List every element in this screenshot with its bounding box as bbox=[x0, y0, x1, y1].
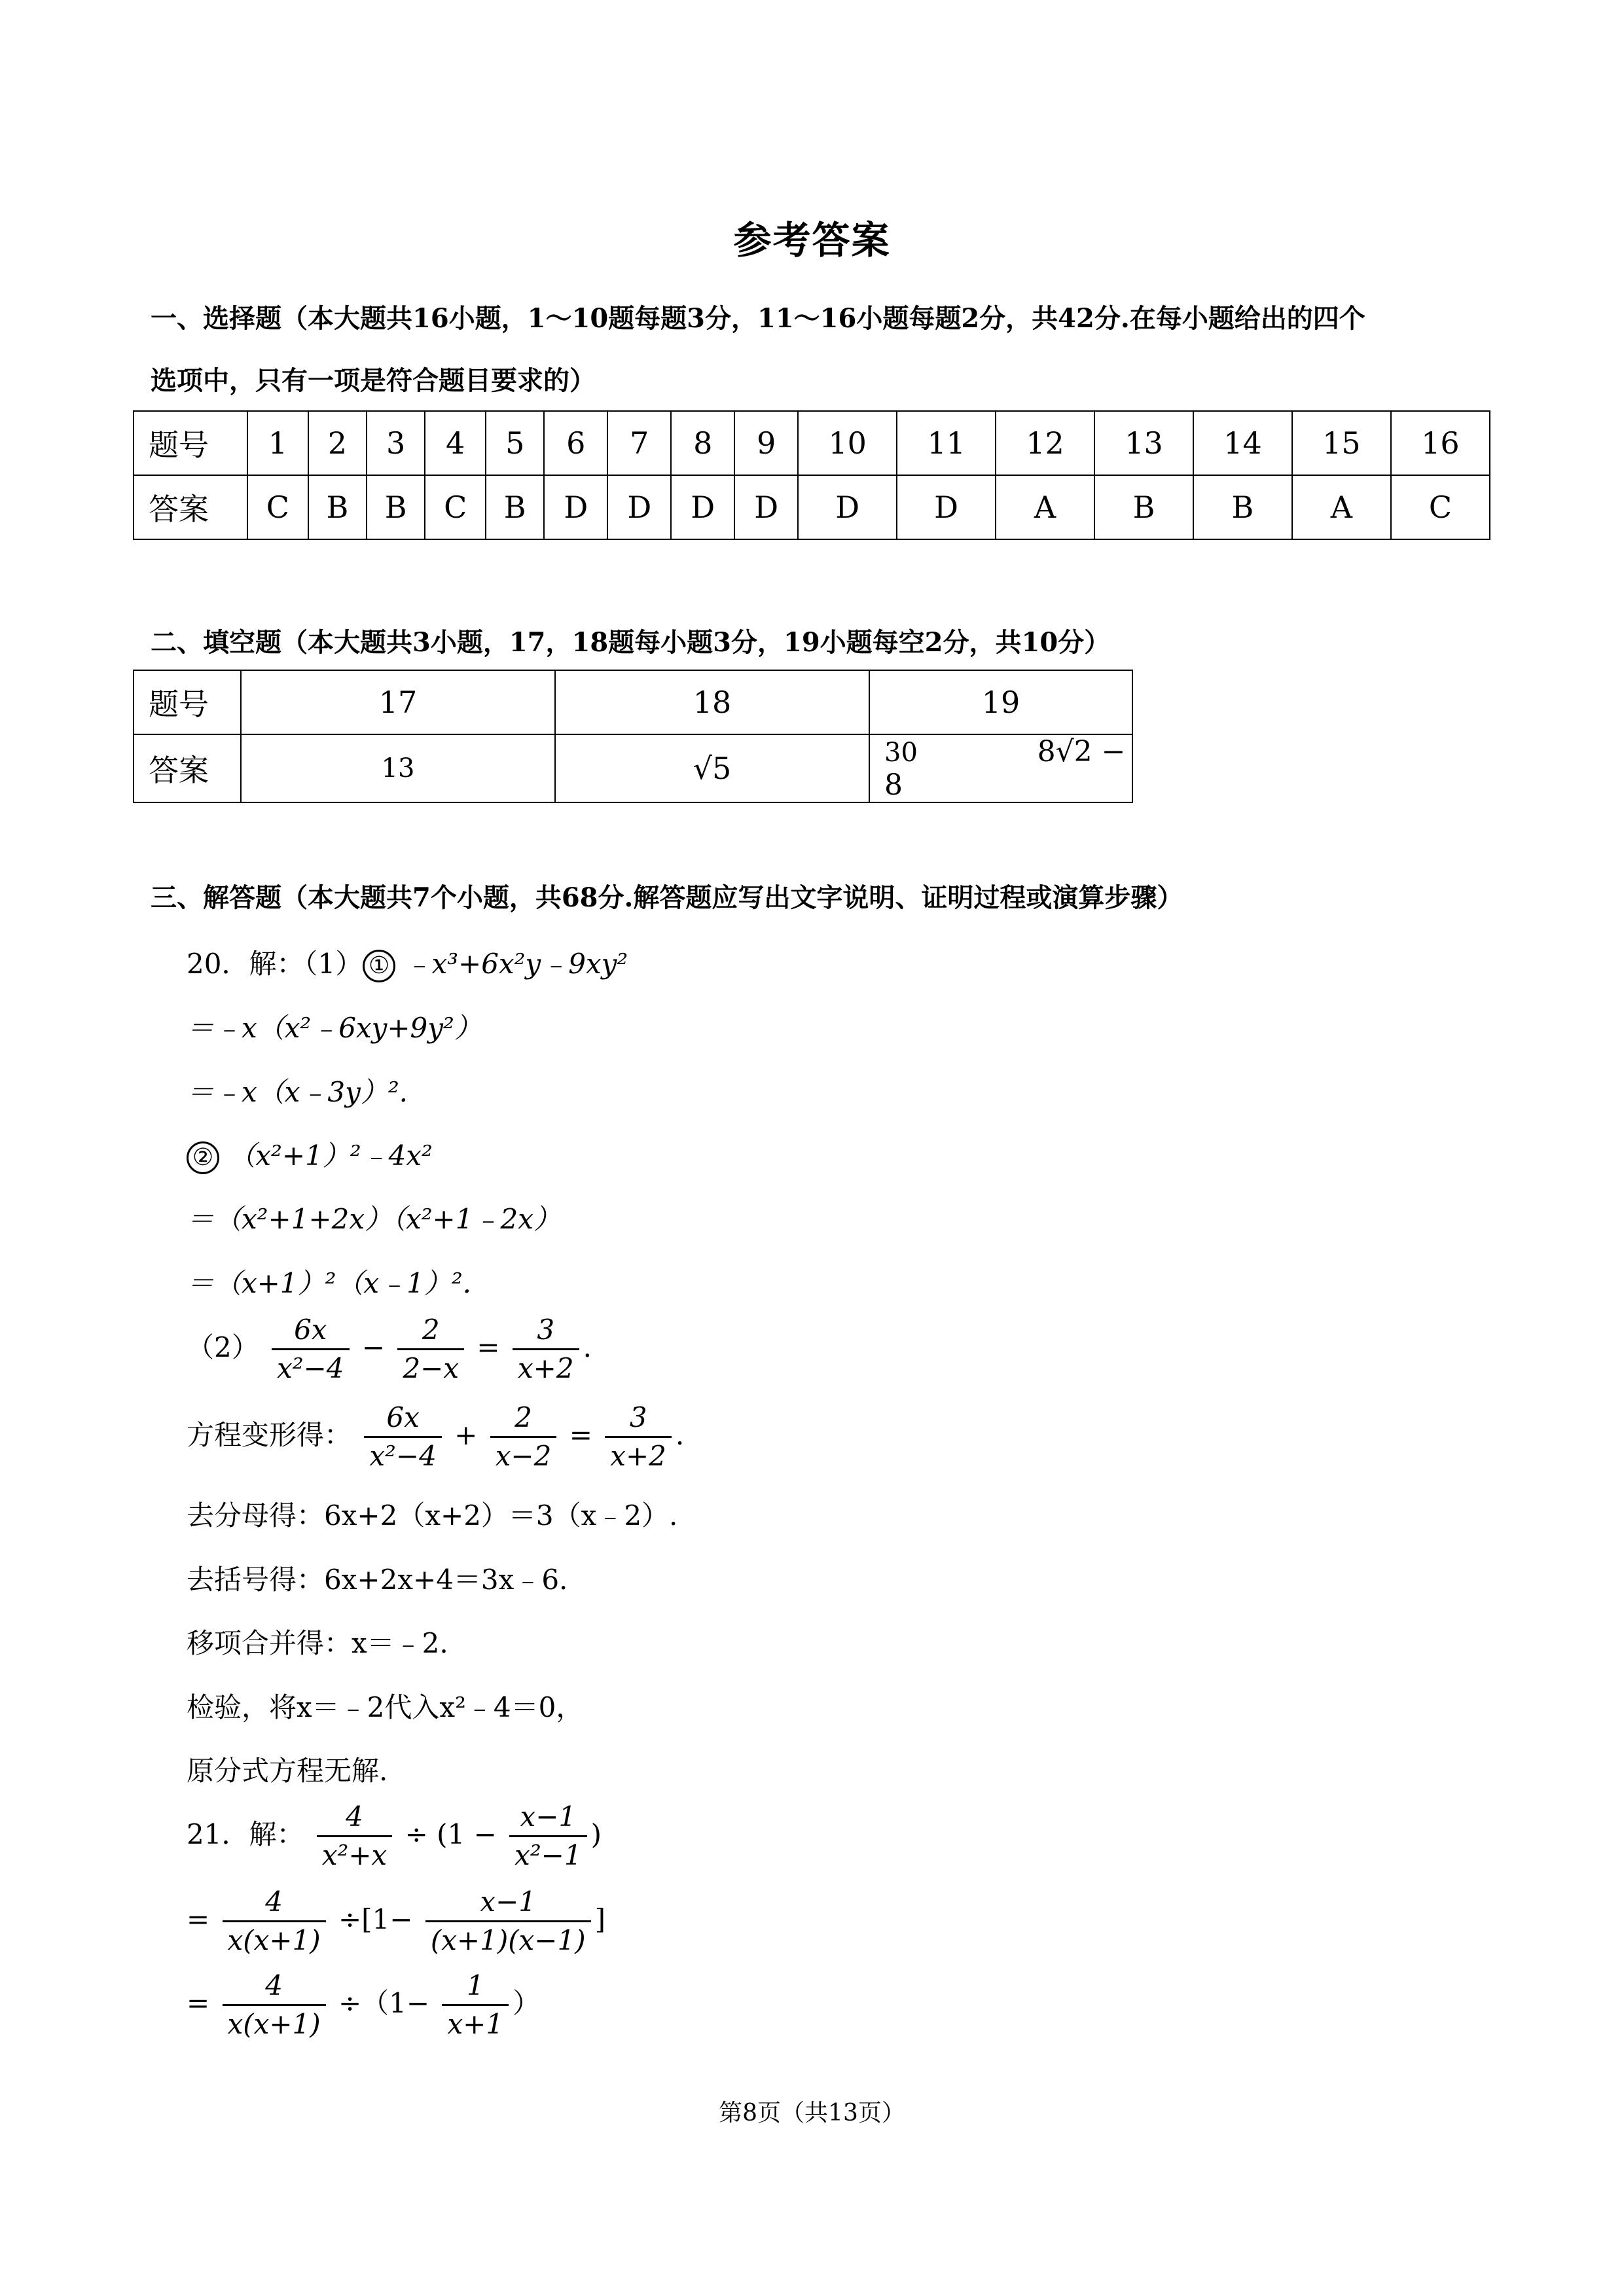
fraction: $\frac{2}{2-x}$ bbox=[397, 1314, 464, 1385]
question-cell: 19 bbox=[869, 670, 1132, 734]
answer-cell: B bbox=[367, 475, 425, 539]
fraction: $\frac{6x}{\text{x²−4}}$ bbox=[364, 1402, 441, 1473]
fraction: $\frac{x-1}{\text{x²−1}}$ bbox=[509, 1801, 586, 1872]
row-label: 答案 bbox=[134, 734, 241, 802]
fraction: $\frac{6x}{\text{x²−4}}$ bbox=[272, 1314, 349, 1385]
part2-label: （2） bbox=[187, 1331, 259, 1363]
question-cell: 2 bbox=[308, 411, 367, 475]
section3-heading: 三、解答题（本大题共7个小题，共68分.解答题应写出文字说明、证明过程或演算步骤） bbox=[151, 882, 1183, 913]
answer-cell: A bbox=[1292, 475, 1391, 539]
fraction: $\frac{2}{x-2}$ bbox=[490, 1402, 557, 1473]
question-cell: 16 bbox=[1391, 411, 1490, 475]
question-cell: 3 bbox=[367, 411, 425, 475]
answer-cell: D bbox=[607, 475, 671, 539]
answer-cell: D bbox=[671, 475, 734, 539]
question-number-row bbox=[134, 411, 1490, 475]
question-cell: 7 bbox=[607, 411, 671, 475]
fraction: $\frac{1}{x+1}$ bbox=[442, 1970, 509, 2041]
section2-heading: 二、填空题（本大题共3小题，17，18题每小题3分，19小题每空2分，共10分） bbox=[151, 627, 1111, 658]
p20-line1 bbox=[187, 942, 628, 982]
row-label: 题号 bbox=[134, 411, 247, 475]
question-cell: 18 bbox=[555, 670, 869, 734]
p21-intro: 21．解： bbox=[187, 1818, 304, 1850]
fraction: $\frac{4}{\text{x²+x}}$ bbox=[317, 1801, 392, 1872]
answer-cell: B bbox=[1094, 475, 1193, 539]
p20-line3: ＝﹣x（x﹣3y）². bbox=[187, 1076, 408, 1108]
question-cell: 11 bbox=[897, 411, 996, 475]
answer-cell: C bbox=[425, 475, 486, 539]
answer-cell: D bbox=[544, 475, 607, 539]
section1-heading: 一、选择题（本大题共16小题，1～10题每题3分，11～16小题每题2分，共42分.在每小题给出的四个 bbox=[151, 303, 1365, 334]
question-cell: 4 bbox=[425, 411, 486, 475]
fraction: $\frac{3}{x+2}$ bbox=[513, 1314, 579, 1385]
question-cell: 5 bbox=[486, 411, 544, 475]
question-cell: 15 bbox=[1292, 411, 1391, 475]
answer-row bbox=[134, 734, 1132, 802]
answer-cell: D bbox=[897, 475, 996, 539]
p20-combine: 移项合并得：x＝﹣2. bbox=[187, 1627, 448, 1659]
p20-expr4: （x²+1）²﹣4x² bbox=[228, 1139, 433, 1172]
row-label: 答案 bbox=[134, 475, 247, 539]
answer-cell: D bbox=[798, 475, 897, 539]
p21-line1: 21．解： $\frac{4}{\text{x²+x}}$ ÷ (1 − $\frac{x-1}{\text{x²−1}}$ ) bbox=[187, 1801, 602, 1872]
p20-intro: 20．解：（1） bbox=[187, 948, 363, 980]
question-cell: 17 bbox=[241, 670, 555, 734]
answer-cell: C bbox=[247, 475, 308, 539]
p20-check: 检验，将x＝﹣2代入x²﹣4＝0， bbox=[187, 1691, 584, 1723]
p21-line3: = $\frac{4}{x(x+1)}$ ÷（1− $\frac{1}{x+1}$ ） bbox=[187, 1969, 541, 2041]
fraction: $\frac{4}{x(x+1)}$ bbox=[223, 1970, 326, 2041]
question-cell: 1 bbox=[247, 411, 308, 475]
question-cell: 14 bbox=[1193, 411, 1292, 475]
p20-part2-equation: （2） $\frac{6x}{\text{x²−4}}$ − $\frac{2}{2-x}$ = $\frac{3}{x+2}$ . bbox=[187, 1314, 592, 1385]
sqrt5-expression: √5 bbox=[693, 751, 732, 786]
choice-answer-table bbox=[133, 410, 1490, 540]
question-cell: 6 bbox=[544, 411, 607, 475]
answer-cell: B bbox=[486, 475, 544, 539]
answer-cell: A bbox=[996, 475, 1094, 539]
question-number-row bbox=[134, 670, 1132, 734]
page-title: 参考答案 bbox=[733, 218, 891, 262]
section1-heading-cont: 选项中，只有一项是符合题目要求的） bbox=[151, 365, 596, 396]
question-cell: 13 bbox=[1094, 411, 1193, 475]
transform-label: 方程变形得： bbox=[187, 1418, 352, 1451]
answer-cell: B bbox=[308, 475, 367, 539]
circled-two-marker: ② bbox=[187, 1141, 219, 1174]
fraction: $\frac{4}{x(x+1)}$ bbox=[223, 1886, 326, 1957]
p20-line2: ＝﹣x（x²﹣6xy+9y²） bbox=[187, 1012, 482, 1044]
p20-expand: 去括号得：6x+2x+4＝3x﹣6. bbox=[187, 1564, 568, 1596]
question-cell: 10 bbox=[798, 411, 897, 475]
p20-line4 bbox=[187, 1134, 433, 1174]
p20-denom-clear: 去分母得：6x+2（x+2）＝3（x﹣2）. bbox=[187, 1499, 678, 1532]
fill-answer-table bbox=[133, 670, 1133, 803]
fraction: $\frac{x-1}{(x+1)(x-1)}$ bbox=[425, 1886, 591, 1957]
row-label: 题号 bbox=[134, 670, 241, 734]
answer-cell: C bbox=[1391, 475, 1490, 539]
page-number-footer: 第8页（共13页） bbox=[719, 2100, 905, 2126]
answer-cell bbox=[555, 734, 869, 802]
question-cell: 9 bbox=[734, 411, 798, 475]
p21-line2: = $\frac{4}{x(x+1)}$ ÷[1− $\frac{x-1}{(x+1)(x-1)}$ ] bbox=[187, 1886, 605, 1957]
answer-row bbox=[134, 475, 1490, 539]
circled-one-marker: ① bbox=[363, 950, 395, 982]
question-cell: 8 bbox=[671, 411, 734, 475]
question-cell: 12 bbox=[996, 411, 1094, 475]
answer-cell: 13 bbox=[241, 734, 555, 802]
answer-19-second: 8√2 − 8 bbox=[884, 735, 1126, 802]
answer-cell: B bbox=[1193, 475, 1292, 539]
answer-19-first: 30 bbox=[884, 738, 918, 768]
p20-conclusion: 原分式方程无解. bbox=[187, 1755, 388, 1787]
answer-cell: D bbox=[734, 475, 798, 539]
answer-cell bbox=[869, 734, 1132, 802]
p20-line6: ＝（x+1）²（x﹣1）². bbox=[187, 1267, 472, 1299]
p20-line5: ＝（x²+1+2x）（x²+1﹣2x） bbox=[187, 1203, 561, 1235]
fraction: $\frac{3}{x+2}$ bbox=[605, 1402, 672, 1473]
p20-transform: 方程变形得： $\frac{6x}{\text{x²−4}}$ + $\frac{2}{x-2}$ = $\frac{3}{x+2}$ . bbox=[187, 1401, 685, 1473]
p20-expr1: ﹣x³+6x²y﹣9xy² bbox=[404, 948, 628, 980]
